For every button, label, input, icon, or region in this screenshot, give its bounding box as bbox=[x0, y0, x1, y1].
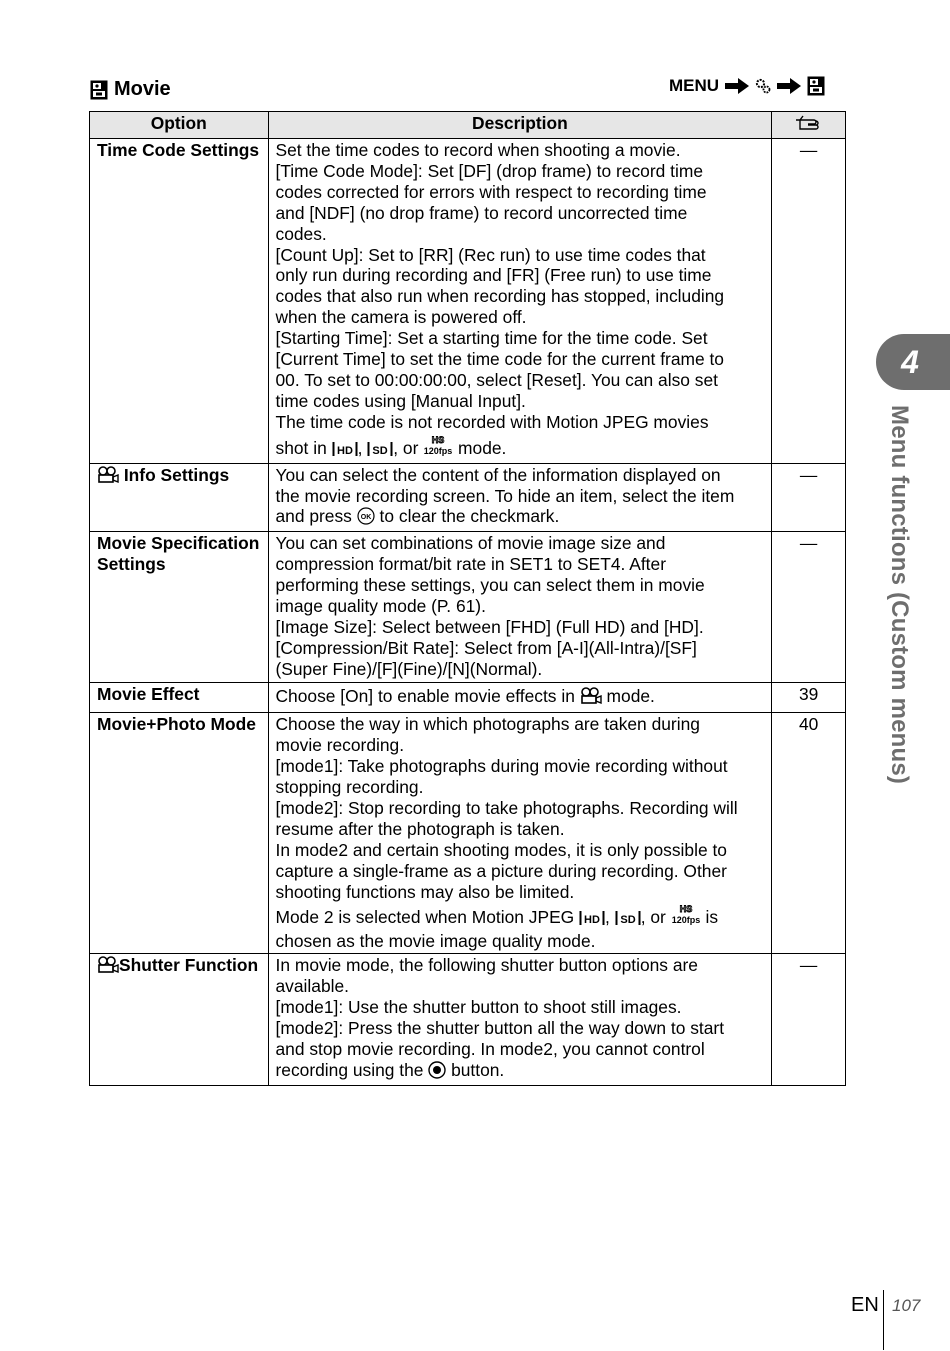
arrow-right-icon bbox=[724, 77, 750, 95]
movie-settings-table bbox=[89, 111, 846, 1086]
description-line: time codes using [Manual Input]. bbox=[275, 390, 526, 411]
reference-cell: — bbox=[772, 139, 846, 464]
page-number: 107 bbox=[892, 1296, 921, 1315]
fhd-mode-icon bbox=[332, 441, 358, 462]
description-cell bbox=[268, 713, 772, 954]
table-row bbox=[90, 713, 846, 954]
description-line: codes that also run when recording has stopped, including bbox=[275, 286, 725, 307]
high-speed-movie-icon bbox=[423, 433, 453, 462]
description-line: Choose [On] to enable movie effects in mode. bbox=[276, 686, 765, 710]
svg-text:OK: OK bbox=[360, 514, 371, 522]
description-line: codes. bbox=[275, 223, 327, 244]
header-reference bbox=[772, 112, 846, 139]
description-line: and stop movie recording. In mode2, you cannot control bbox=[275, 1038, 705, 1059]
movie-mode-icon bbox=[807, 76, 825, 96]
chapter-tab: 4 bbox=[876, 334, 950, 390]
option-cell bbox=[90, 954, 269, 1085]
reference-cell: — bbox=[772, 532, 846, 683]
description-cell bbox=[268, 954, 772, 1085]
ok-button-icon bbox=[357, 507, 375, 530]
section-title-text: Movie bbox=[114, 78, 171, 100]
description-line: In mode2 and certain shooting modes, it is only possible to bbox=[275, 839, 727, 860]
option-label: Movie Specification Settings bbox=[97, 533, 260, 575]
option-cell bbox=[90, 683, 269, 713]
movie-camera-icon bbox=[580, 687, 602, 710]
table-row bbox=[90, 683, 846, 713]
description-line: available. bbox=[275, 976, 349, 997]
option-label: Info Settings bbox=[123, 464, 230, 485]
description-line: recording using the button. bbox=[276, 1060, 765, 1084]
option-label: Time Code Settings bbox=[97, 140, 260, 160]
description-line: In movie mode, the following shutter button options are bbox=[275, 955, 698, 976]
description-line: [Count Up]: Set to [RR] (Rec run) to use time codes that bbox=[275, 244, 706, 265]
description-cell bbox=[268, 532, 772, 683]
description-line: performing these settings, you can select them in movie bbox=[275, 575, 705, 596]
description-line: resume after the photograph is taken. bbox=[275, 818, 565, 839]
description-line: [Current Time] to set the time code for the current frame to bbox=[275, 349, 724, 370]
description-cell bbox=[268, 139, 772, 464]
svg-text:SD: SD bbox=[372, 444, 388, 457]
description-line: image quality mode (P. 61). bbox=[275, 596, 486, 617]
description-line: only run during recording and [FR] (Free run) to use time bbox=[275, 265, 712, 286]
svg-text:SD: SD bbox=[620, 914, 636, 927]
description-line: movie recording. bbox=[275, 735, 405, 756]
movie-camera-icon bbox=[97, 956, 119, 979]
svg-text:HD: HD bbox=[336, 444, 353, 457]
table-row bbox=[90, 139, 846, 464]
option-cell bbox=[90, 532, 269, 683]
option-label: Movie+Photo Mode bbox=[97, 714, 256, 735]
pointing-hand-icon bbox=[794, 114, 824, 137]
section-title bbox=[90, 78, 171, 101]
description-line: when the camera is powered off. bbox=[275, 307, 527, 328]
description-line: the movie recording screen. To hide an item, select the item bbox=[275, 485, 735, 506]
description-line: shooting functions may also be limited. bbox=[275, 881, 575, 902]
description-line: 00. To set to 00:00:00:00, select [Reset]. You can also set bbox=[275, 369, 718, 390]
table-header-row bbox=[90, 112, 846, 139]
reference-cell: — bbox=[772, 954, 846, 1085]
header-description: Description bbox=[268, 112, 772, 139]
description-line: stopping recording. bbox=[275, 777, 424, 798]
description-cell bbox=[268, 463, 772, 532]
svg-text:HS: HS bbox=[679, 904, 692, 915]
chapter-title: Menu functions (Custom menus) bbox=[886, 405, 913, 785]
header-option: Option bbox=[90, 112, 269, 139]
fhd-mode-icon bbox=[579, 910, 605, 931]
sd-mode-icon bbox=[367, 441, 393, 462]
description-line: shot in HD , SD , or HS 120fps mode. bbox=[276, 433, 765, 462]
svg-text:120fps: 120fps bbox=[671, 915, 700, 926]
description-line: You can set combinations of movie image size and bbox=[275, 533, 666, 554]
sd-mode-icon bbox=[615, 910, 641, 931]
option-cell bbox=[90, 139, 269, 464]
description-line: [Image Size]: Select between [FHD] (Full HD) and [HD]. bbox=[275, 616, 704, 637]
description-line: (Super Fine)/[F](Fine)/[N](Normal). bbox=[275, 658, 543, 679]
description-line: and press OK to clear the checkmark. bbox=[276, 506, 765, 530]
footer-language: EN bbox=[851, 1294, 879, 1316]
description-line: and [NDF] (no drop frame) to record uncorrected time bbox=[275, 202, 688, 223]
description-line: [mode1]: Use the shutter button to shoot still images. bbox=[275, 997, 682, 1018]
option-cell bbox=[90, 713, 269, 954]
description-line: [mode2]: Press the shutter button all the way down to start bbox=[275, 1018, 725, 1038]
arrow-right-icon bbox=[776, 77, 802, 95]
table-row bbox=[90, 463, 846, 532]
description-line: chosen as the movie image quality mode. bbox=[275, 931, 596, 952]
description-line: [Compression/Bit Rate]: Select from [A-I](All-Intra)/[SF] bbox=[275, 637, 697, 658]
option-label: Shutter Function bbox=[119, 955, 259, 976]
option-cell bbox=[90, 463, 269, 532]
description-cell bbox=[268, 683, 772, 713]
description-line: You can select the content of the information displayed on bbox=[275, 464, 721, 485]
description-line: codes corrected for errors with respect to recording time bbox=[275, 181, 707, 202]
movie-camera-icon bbox=[97, 466, 119, 489]
description-line: [Starting Time]: Set a starting time for the time code. Set bbox=[275, 328, 708, 349]
reference-cell: — bbox=[772, 463, 846, 532]
movie-mode-icon bbox=[90, 80, 108, 100]
record-button-icon bbox=[428, 1061, 446, 1084]
svg-text:120fps: 120fps bbox=[423, 445, 453, 456]
custom-gear-icon bbox=[755, 78, 771, 94]
high-speed-movie-icon bbox=[671, 902, 701, 931]
description-line: The time code is not recorded with Motion JPEG movies bbox=[275, 411, 709, 432]
option-label: Movie Effect bbox=[97, 684, 200, 705]
description-line: Mode 2 is selected when Motion JPEG HD , SD , or HS 120fps is bbox=[276, 902, 765, 931]
description-line: Set the time codes to record when shooting a movie. bbox=[275, 140, 681, 160]
description-line: capture a single-frame as a picture during recording. Other bbox=[275, 860, 727, 881]
table-row bbox=[90, 532, 846, 683]
description-line: [mode2]: Stop recording to take photographs. Recording will bbox=[275, 797, 738, 818]
footer-divider bbox=[883, 1290, 884, 1350]
svg-text:HS: HS bbox=[431, 434, 445, 445]
reference-cell: 39 bbox=[772, 683, 846, 713]
description-line: [mode1]: Take photographs during movie recording without bbox=[275, 756, 728, 777]
menu-label: MENU bbox=[668, 76, 719, 95]
reference-cell: 40 bbox=[772, 713, 846, 954]
description-line: compression format/bit rate in SET1 to SET4. After bbox=[275, 554, 666, 575]
description-line: Choose the way in which photographs are taken during bbox=[275, 714, 700, 735]
svg-text:HD: HD bbox=[584, 914, 600, 927]
description-line: [Time Code Mode]: Set [DF] (drop frame) to record time bbox=[275, 160, 703, 181]
table-row bbox=[90, 954, 846, 1085]
menu-path bbox=[669, 76, 825, 96]
